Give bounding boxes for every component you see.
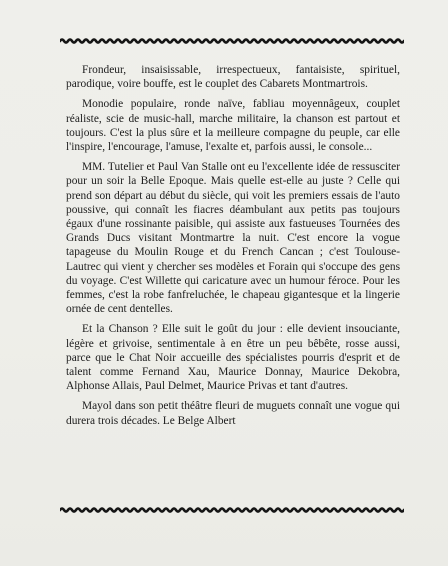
paragraph-5: Mayol dans son petit théâtre fleuri de muguets connaît une vogue qui durera trois décades. Le Belge Albert [66,400,400,427]
wavy-rule-icon [60,37,404,45]
paragraph-1: Frondeur, insaisissable, irrespectueux, fantaisiste, spirituel, parodique, voire bouffe, est le couplet des Cabarets Montmartrois. [66,64,400,91]
paragraph-3: MM. Tutelier et Paul Van Stalle ont eu l'excellente idée de ressusciter pour un soir la Belle Epoque. Mais quelle est-elle au juste ? Celle qui prend son départ au début du siècle, qui voit les premiers essais de l'auto poussive, qui connaît les fiacres déambulant aux petits pas toujours égaux d'une rossinante paisible, qui assiste aux fastueuses Tournées des Grands Ducs visitant Montmartre la nuit. C'est encore la vogue tapageuse du Moulin Rouge et du French Cancan ; c'est Toulouse-Lautrec qui vient y chercher ses modèles et Forain qui s'occupe des gens du voyage. C'est Willette qui caricature avec un humour féroce. Pour les femmes, c'est la robe fanfreluchée, le chapeau gigantesque et la lingerie ornée de cent dentelles. [66,161,400,316]
paragraph-4: Et la Chanson ? Elle suit le goût du jour : elle devient insouciante, légère et grivoise, sentimentale à en être un peu bêbête, rosse aussi, parce que le Chat Noir accueille des spécialistes pourris d'esprit et de talent comme Fernand Xau, Maurice Donnay, Maurice Dekobra, Alphonse Allais, Paul Delmet, Maurice Privas et tant d'autres. [66,323,400,393]
wavy-rule-icon [60,506,404,514]
top-ornament-rule [60,37,404,45]
bottom-ornament-rule [60,506,404,514]
paragraph-2: Monodie populaire, ronde naïve, fabliau moyennâgeux, couplet réaliste, scie de music-hall, marche militaire, la chanson est partout et toujours. C'est la plus sûre et la meilleure compagne du peuple, car elle l'inspire, l'encourage, l'amuse, l'exalte et, parfois aussi, le console... [66,98,400,154]
body-text [66,63,400,428]
